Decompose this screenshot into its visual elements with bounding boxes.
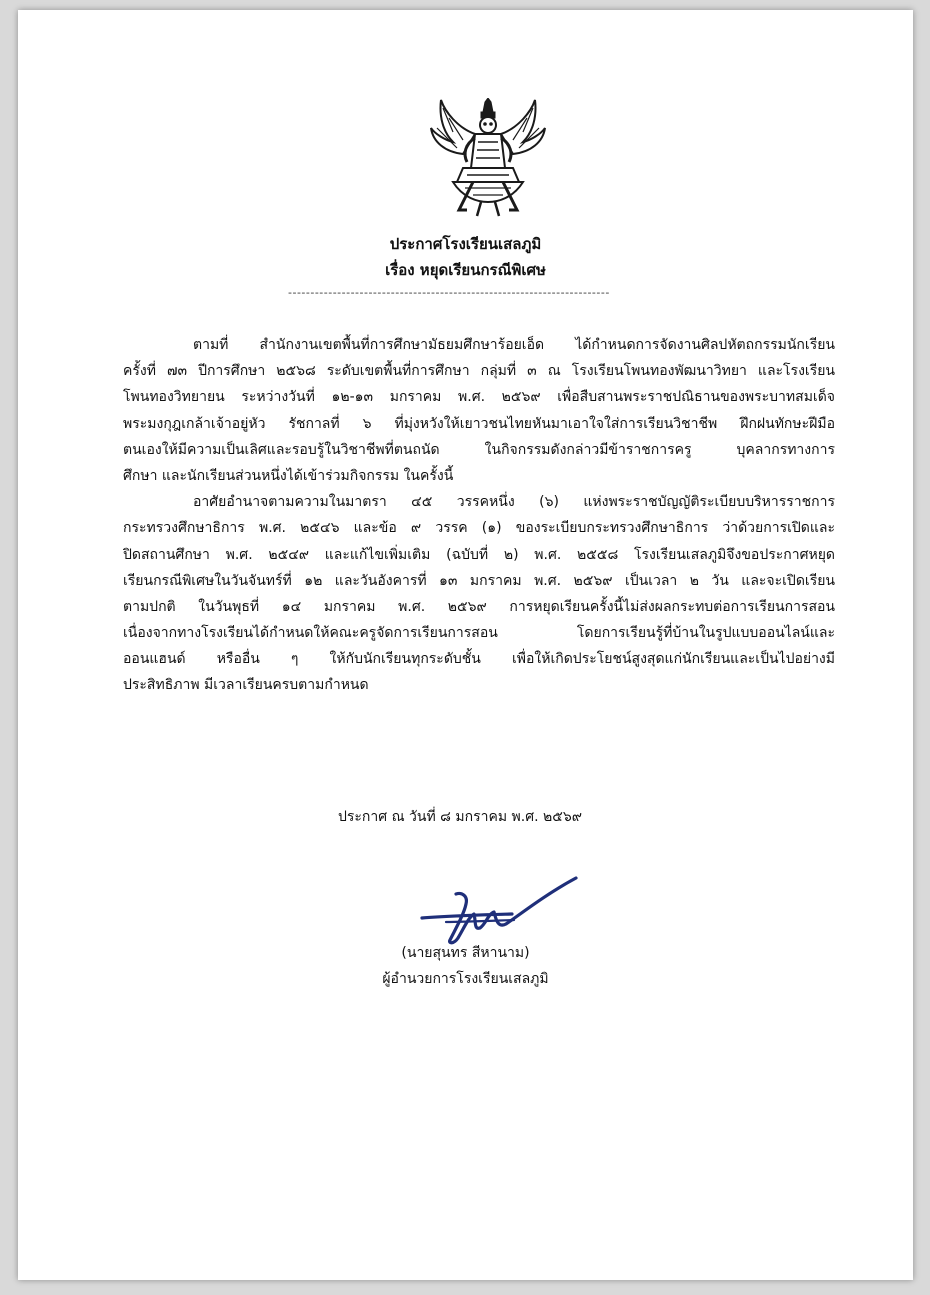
paragraph-2-line: กระทรวงศึกษาธิการ พ.ศ. ๒๕๔๖ และข้อ ๙ วรรค (๑) ของระเบียบกระทรวงศึกษาธิการ ว่าด้วยการเปิดและ xyxy=(123,520,835,537)
paragraph-2-line: ประสิทธิภาพ มีเวลาเรียนครบตามกำหนด xyxy=(123,677,369,694)
paragraph-1-line: โพนทองวิทยายน ระหว่างวันที่ ๑๒-๑๓ มกราคม พ.ศ. ๒๕๖๙ เพื่อสืบสานพระราชปณิธานของพระบาทสมเด็จ xyxy=(123,389,835,406)
document-title: ประกาศโรงเรียนเสลภูมิ xyxy=(389,235,542,253)
paragraph-2-line: อาศัยอำนาจตามความในมาตรา ๔๕ วรรคหนึ่ง (๖) แห่งพระราชบัญญัติระเบียบบริหารราชการ xyxy=(193,494,835,511)
garuda-emblem-icon xyxy=(423,98,553,218)
document-subject: เรื่อง หยุดเรียนกรณีพิเศษ xyxy=(385,261,546,279)
paragraph-2-line: ปิดสถานศึกษา พ.ศ. ๒๕๔๙ และแก้ไขเพิ่มเติม (ฉบับที่ ๒) พ.ศ. ๒๕๕๘ โรงเรียนเสลภูมิจึงขอประกาศหยุด xyxy=(123,546,835,563)
document-body xyxy=(123,332,835,699)
paragraph-1-line: ตนเองให้มีความเป็นเลิศและรอบรู้ในวิชาชีพที่ตนถนัด ในกิจกรรมดังกล่าวมีข้าราชการครู บุคลากรทางการ xyxy=(123,441,835,458)
signer-name: (นายสุนทร สีหานาม) xyxy=(401,945,530,961)
proclamation-date: ประกาศ ณ วันที่ ๘ มกราคม พ.ศ. ๒๕๖๙ xyxy=(338,809,582,825)
document-page xyxy=(18,10,913,1280)
paragraph-1-line: ตามที่ สำนักงานเขตพื้นที่การศึกษามัธยมศึกษาร้อยเอ็ด ได้กำหนดการจัดงานศิลปหัตถกรรมนักเรียน xyxy=(193,337,835,353)
paragraph-2-line: ตามปกติ ในวันพุธที่ ๑๔ มกราคม พ.ศ. ๒๕๖๙ การหยุดเรียนครั้งนี้ไม่ส่งผลกระทบต่อการเรียนการสอน xyxy=(123,598,835,615)
paragraph-2-line: เนื่องจากทางโรงเรียนได้กำหนดให้คณะครูจัดการเรียนการสอน โดยการเรียนรู้ที่บ้านในรูปแบบออนไลน์และ xyxy=(123,625,835,642)
paragraph-1-line: ศึกษา และนักเรียนส่วนหนึ่งได้เข้าร่วมกิจกรรม ในครั้งนี้ xyxy=(123,467,454,484)
signer-position: ผู้อำนวยการโรงเรียนเสลภูมิ xyxy=(382,971,549,987)
title-divider: ------------------------------------------------------------------------ xyxy=(288,286,610,299)
paragraph-2-line: ออนแฮนด์ หรืออื่น ๆ ให้กับนักเรียนทุกระดับชั้น เพื่อให้เกิดประโยชน์สูงสุดแก่นักเรียนและเป็นไปอย่างมี xyxy=(123,651,835,668)
paragraph-1-line: ครั้งที่ ๗๓ ปีการศึกษา ๒๕๖๘ ระดับเขตพื้นที่การศึกษา กลุ่มที่ ๓ ณ โรงเรียนโพนทองพัฒนาวิทยา และโรงเรียน xyxy=(123,363,835,380)
handwritten-signature-icon xyxy=(416,872,584,950)
paragraph-1-line: พระมงกุฎเกล้าเจ้าอยู่หัว รัชกาลที่ ๖ ที่มุ่งหวังให้เยาวชนไทยหันมาเอาใจใส่การเรียนวิชาชีพ ฝึกฝนทักษะฝีมือ xyxy=(123,415,835,432)
paragraph-2-line: เรียนกรณีพิเศษในวันจันทร์ที่ ๑๒ และวันอังคารที่ ๑๓ มกราคม พ.ศ. ๒๕๖๙ เป็นเวลา ๒ วัน และจะเปิดเรียน xyxy=(123,572,835,589)
